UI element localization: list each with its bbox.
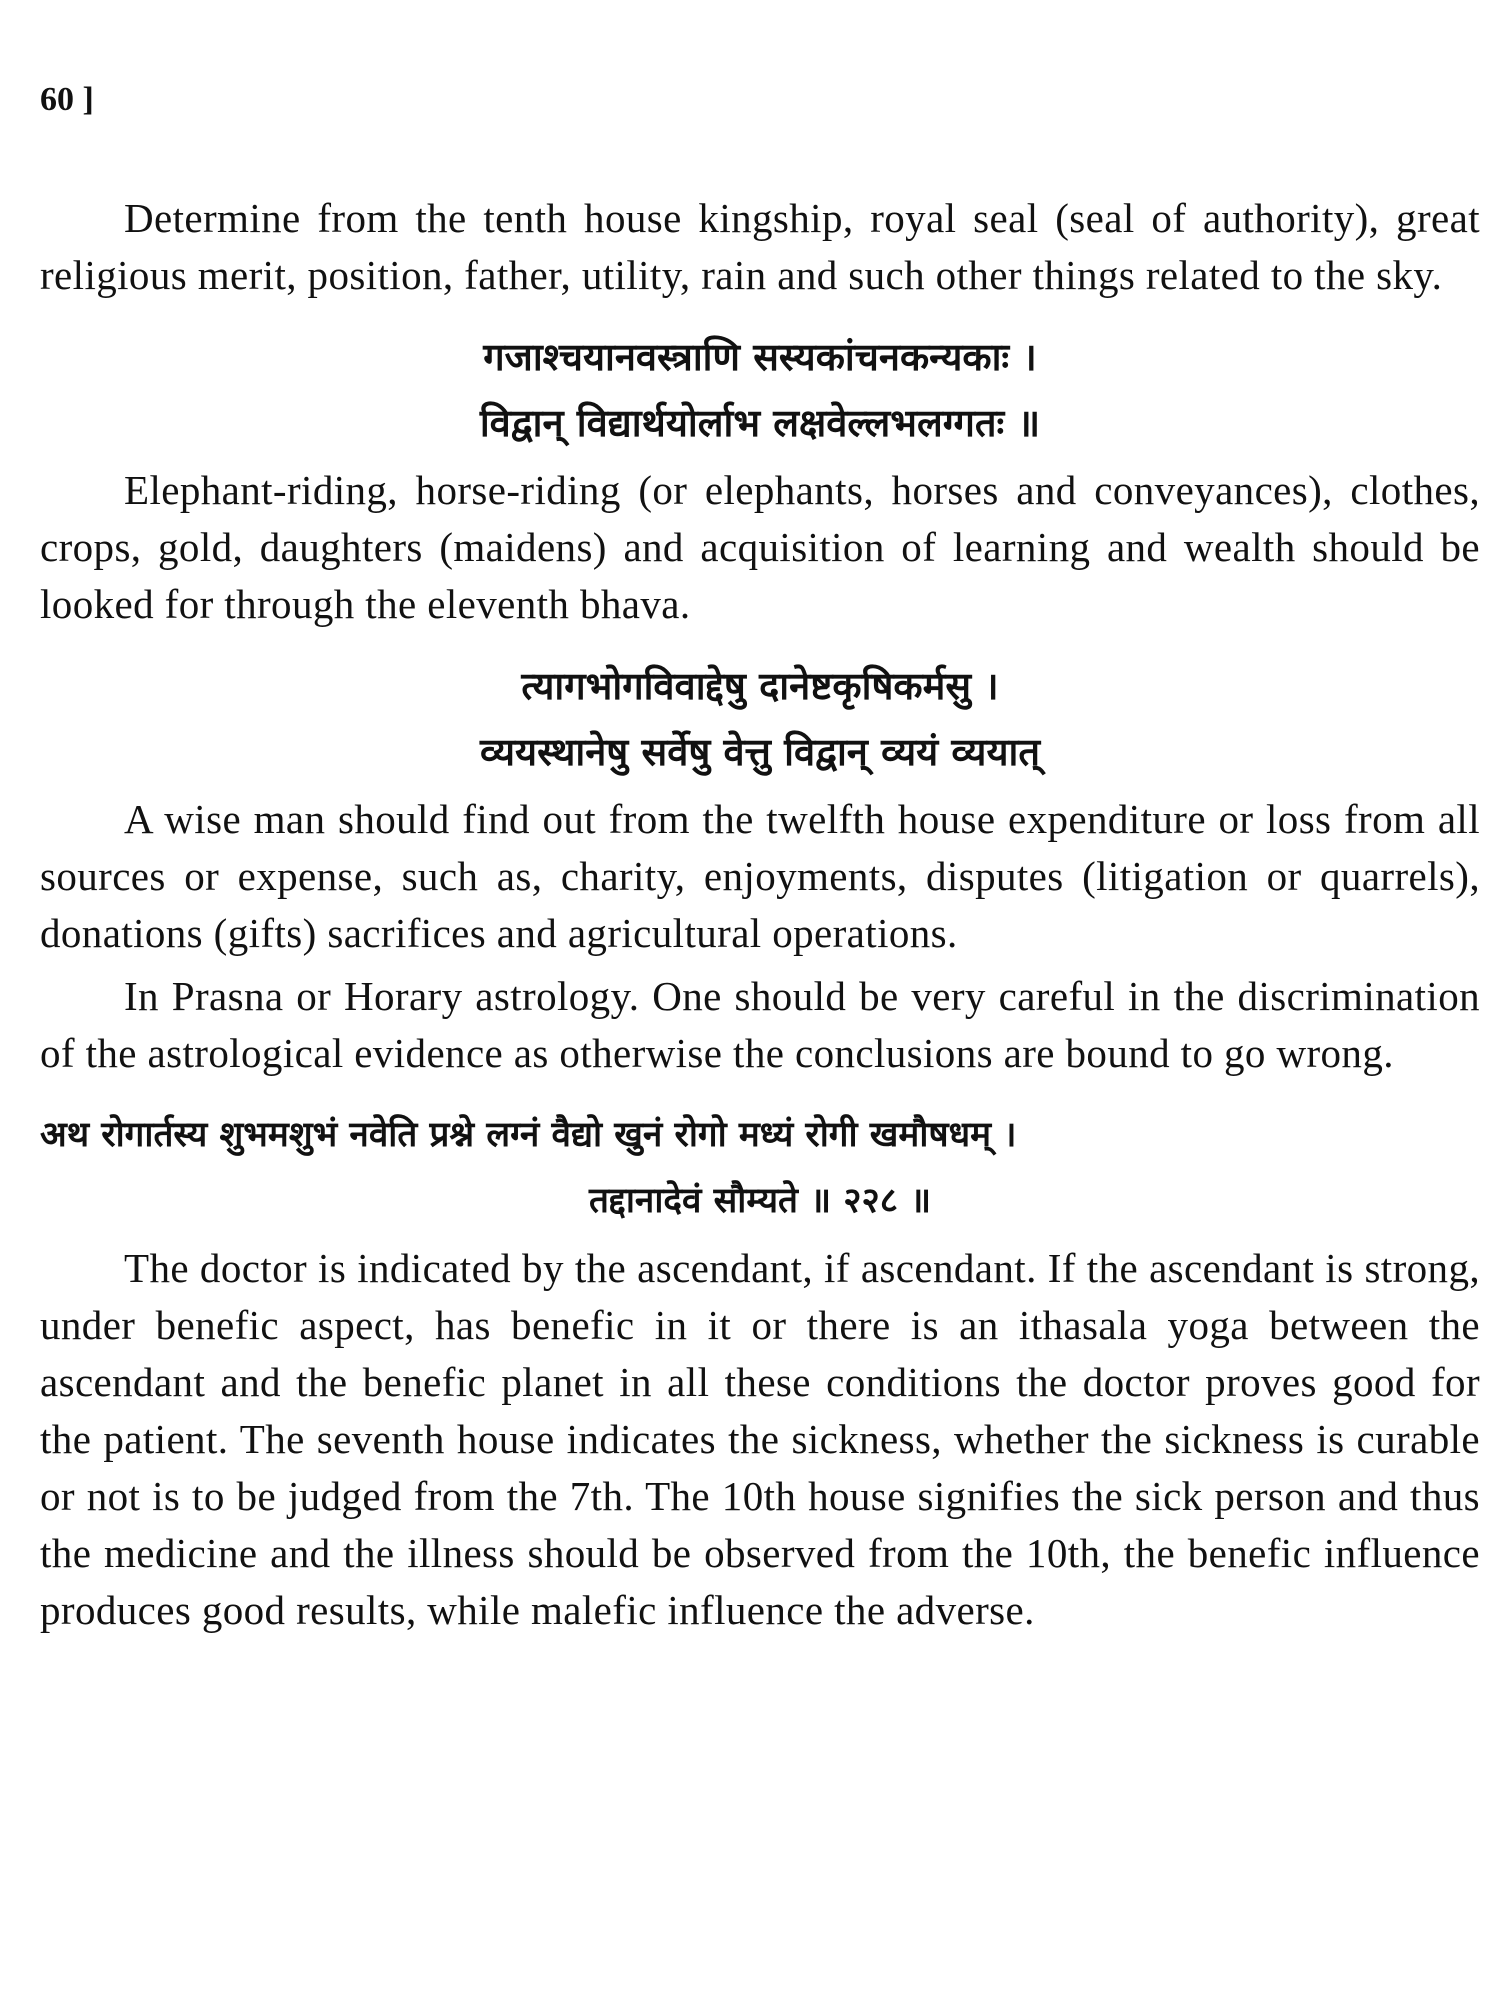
paragraph-tenth-house: Determine from the tenth house kingship, royal seal (seal of authority), great religious merit, position, father, utility, rain and such other things related to the sky. bbox=[40, 195, 1480, 298]
paragraph-twelfth-house: A wise man should find out from the twelfth house expenditure or loss from all sources or expense, such as, charity, enjoyments, disputes (litigation or quarrels), donations (gifts) sacrifices and agricultural operations. bbox=[40, 796, 1480, 956]
verse-line: गजाश्चयानवस्त्राणि सस्यकांचनकन्यकाः । bbox=[483, 335, 1037, 379]
verse-line: अथ रोगार्तस्य शुभमशुभं नवेति प्रश्ने लग्नं वैद्यो खुनं रोगो मध्यं रोगी खमौषधम् । bbox=[40, 1115, 1017, 1155]
paragraph-prasna: In Prasna or Horary astrology. One should be very careful in the discrimination of the astrological evidence as otherwise the conclusions are bound to go wrong. bbox=[40, 973, 1480, 1076]
sanskrit-verse-sickness bbox=[40, 1102, 1480, 1234]
sanskrit-verse-twelfth-house bbox=[40, 653, 1480, 785]
verse-line: व्ययस्थानेषु सर्वेषु वेत्तु विद्वान् व्ययं व्ययात् bbox=[480, 730, 1040, 774]
paragraph-eleventh-house: Elephant-riding, horse-riding (or elephants, horses and conveyances), clothes, crops, gold, daughters (maidens) and acquisition of learning and wealth should be looked for through the eleventh bhava. bbox=[40, 467, 1480, 627]
page-number: 60 ] bbox=[40, 81, 94, 118]
verse-line: तद्दानादेवं सौम्यते ॥ २२८ ॥ bbox=[588, 1181, 932, 1221]
verse-line: विद्वान् विद्यार्थयोर्लाभ लक्षवेल्लभलग्गतः ॥ bbox=[479, 401, 1041, 445]
verse-line: त्यागभोगविवाद्देषु दानेष्टकृषिकर्मसु । bbox=[521, 664, 999, 708]
sanskrit-verse-eleventh-house bbox=[40, 324, 1480, 456]
paragraph-doctor: The doctor is indicated by the ascendant, if ascendant. If the ascendant is strong, under benefic aspect, has benefic in it or there is an ithasala yoga between the ascendant and the benefic planet in all these conditions the doctor proves good for the patient. The seventh house indicates the sickness, whether the sickness is curable or not is to be judged from the 7th. The 10th house signifies the sick person and thus the medicine and the illness should be observed from the 10th, the benefic influence produces good results, while malefic influence the adverse. bbox=[40, 1245, 1480, 1633]
